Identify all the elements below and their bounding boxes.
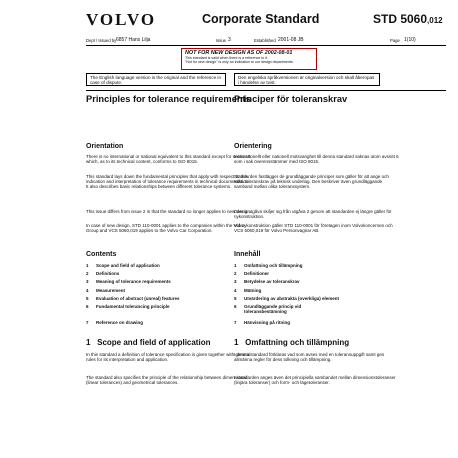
contents-heading-sv: Innehåll — [234, 251, 261, 258]
established-label: Established — [254, 38, 276, 43]
toc-item[interactable]: 2 Definitions — [86, 271, 120, 277]
title-en: Principles for tolerance requirements — [86, 94, 251, 104]
toc-item[interactable]: 5 Evaluation of abstract (unreal) features — [86, 295, 180, 301]
document-header — [86, 8, 446, 30]
dept-label: Dept / Issued by — [86, 38, 117, 43]
page-label: Page — [390, 38, 400, 43]
toc-item[interactable]: 5 Utvärdering av abstrakta (overkliga) element — [234, 295, 340, 301]
toc-item[interactable]: 1 Scope and field of application — [86, 263, 160, 268]
dept-value: 6857 Hans Lilja — [116, 37, 151, 43]
section-1-p1-sv: I denna standard förklaras vad som avses med en toleransuppgift samt ges allmänna regler för dess tolkning och tillämpning. — [234, 352, 385, 363]
not-for-new-design-notice — [181, 48, 317, 70]
orientation-p2-sv: Standarden fastlägger de grundläggande principer som gäller för att ange och tolka toleranskrav på teknisk underlag. Den beskriver även grundläggande samband mellan olika toleranssystem. — [234, 174, 389, 190]
section-1-p1-en: In this standard a definition of tolerance specification is given together with general rules for its interpretation and application. — [86, 352, 251, 363]
meta-row — [86, 37, 446, 46]
notice-line-2: "Not for new design" is only an indication to our design departments. — [185, 60, 294, 65]
toc-item[interactable]: 4 Mätning — [234, 287, 262, 293]
toc-item[interactable]: 3 Meaning of tolerance requirements — [86, 279, 171, 285]
page-value: 1(10) — [404, 37, 416, 43]
section-1-p2-sv: I standarden anges även det principiella sambandet mellan dimensionstoleranser (linjära toleranser) och form- och lägetoleranser. — [234, 375, 396, 386]
notice-title: NOT FOR NEW DESIGN AS OF 2002-08-01 — [185, 50, 293, 56]
toc-item[interactable]: 6 Fundamental tolerancing principle — [86, 303, 170, 309]
swedish-column — [234, 94, 399, 386]
title-sv: Principer för toleranskrav — [234, 94, 348, 104]
orientation-p1-en: There is no international or national equivalent to this standard except for section 6 which, as to its technical content, conforms to ISO 8015. — [86, 154, 251, 165]
orientation-p3-sv: Denna utgåva skiljer sig från utgåva 2 genom att standarden ej längre gäller för nykonstruktion. — [234, 209, 392, 220]
notice-line-1: This standard is valid when there is a reference to it. — [185, 56, 269, 60]
section-1-heading-sv: 1 Omfattning och tillämpning — [234, 338, 350, 347]
toc-item[interactable]: 2 Definitioner — [234, 271, 270, 277]
orientation-heading-en: Orientation — [86, 143, 124, 150]
doc-type: Corporate Standard — [202, 12, 320, 26]
contents-heading-en: Contents — [86, 251, 117, 258]
divider — [86, 90, 446, 91]
issue-value: 3 — [228, 37, 231, 43]
orientation-p2-en: This standard lays down the fundamental principles that apply with respect to the indication and interpretation of tolerance requirements in technical documentation. It also describes basic relationships between different tolerance systems. — [86, 174, 250, 190]
orientation-p3-en: This issue differs from issue 2 in that the standard no longer applies to new design. — [86, 209, 252, 214]
established-value: 2001-08 JB — [278, 37, 304, 43]
orientation-p1-sv: Internationellt eller nationell motsvarighet till denna standard saknas utom avsnitt 6 som i sak överensstämmer med ISO 8015. — [234, 154, 399, 165]
toc-item[interactable]: 3 Betydelse av toleranskrav — [234, 279, 300, 285]
orientation-p4-sv: Vid nykonstruktion gäller STD 110-0001 för företagen inom Volvokoncernen och VCS 5060,019 för Volvo Personvagnar AB. — [234, 223, 393, 234]
language-note-en: The English language version is the original and the reference in case of dispute. — [86, 73, 226, 86]
toc-en — [86, 263, 251, 328]
volvo-logo: VOLVO — [86, 10, 157, 29]
section-1-p2-en: The standard also specifies the principle of the relationship between dimensional (linear tolerances) and geometrical tolerances. — [86, 375, 247, 386]
std-number: STD 5060,012 — [373, 12, 443, 26]
toc-item[interactable]: 1 Omfattning och tillämpning — [234, 263, 303, 268]
orientation-heading-sv: Orientering — [234, 143, 272, 150]
orientation-p4-en: In case of new design, STD 110-0001 applies to the companies within the Volvo Group and VCS 5060,019 applies to the Volvo Car Corporation. — [86, 223, 245, 234]
toc-sv — [234, 263, 399, 328]
toc-item[interactable]: 7 Reference on drawing — [86, 320, 144, 326]
issue-label: Issue — [216, 38, 227, 43]
toc-item[interactable]: 4 Measurement — [86, 287, 126, 293]
language-note-sv: Den engelska språkversionen är originalversion och skall åberopas i händelse av tvist. — [234, 73, 380, 86]
section-1-heading-en: 1 Scope and field of application — [86, 338, 211, 347]
toc-item[interactable]: 6 Grundläggande princip vid toleransbestämning — [234, 303, 302, 314]
toc-item[interactable]: 7 Hänvisning på ritning — [234, 319, 291, 325]
